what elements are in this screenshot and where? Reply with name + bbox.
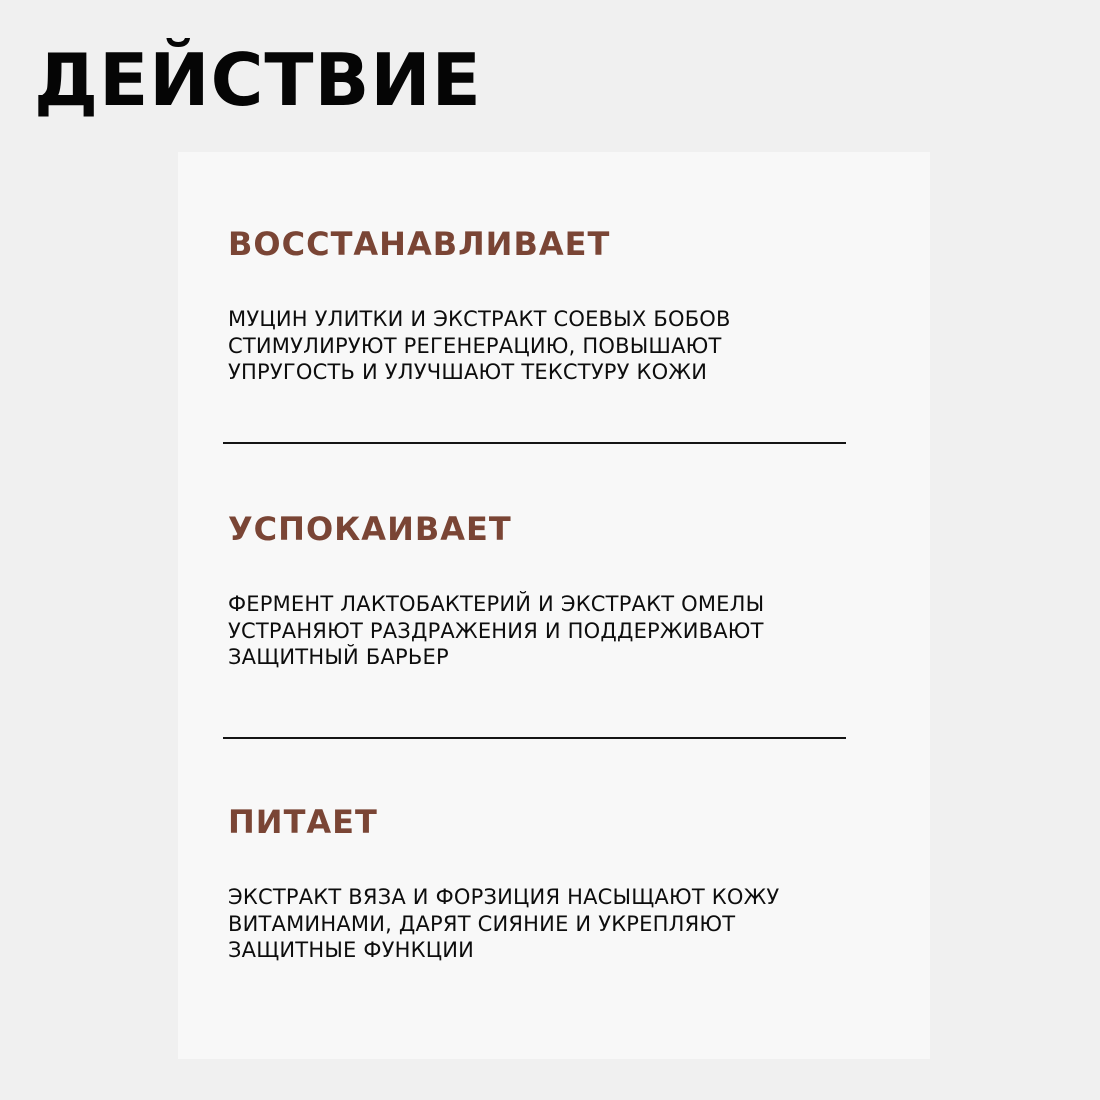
section-heading: ВОССТАНАВЛИВАЕТ (228, 225, 611, 263)
benefits-card (178, 152, 930, 1059)
section-description: МУЦИН УЛИТКИ И ЭКСТРАКТ СОЕВЫХ БОБОВ СТИМУЛИРУЮТ РЕГЕНЕРАЦИЮ, ПОВЫШАЮТ УПРУГОСТЬ И УЛУЧШАЮТ ТЕКСТУРУ КОЖИ (228, 307, 731, 384)
page-title: ДЕЙСТВИЕ (34, 38, 482, 122)
section-divider (223, 442, 846, 444)
benefit-section-nourishes (228, 802, 868, 964)
section-description: ЭКСТРАКТ ВЯЗА И ФОРЗИЦИЯ НАСЫЩАЮТ КОЖУ ВИТАМИНАМИ, ДАРЯТ СИЯНИЕ И УКРЕПЛЯЮТ ЗАЩИТНЫЕ ФУНКЦИИ (228, 885, 780, 962)
benefit-section-restores (228, 224, 868, 386)
section-heading: УСПОКАИВАЕТ (228, 510, 512, 548)
benefit-section-soothes (228, 509, 868, 671)
section-heading: ПИТАЕТ (228, 803, 378, 841)
section-divider (223, 737, 846, 739)
section-description: ФЕРМЕНТ ЛАКТОБАКТЕРИЙ И ЭКСТРАКТ ОМЕЛЫ УСТРАНЯЮТ РАЗДРАЖЕНИЯ И ПОДДЕРЖИВАЮТ ЗАЩИТНЫЙ БАРЬЕР (228, 592, 765, 669)
